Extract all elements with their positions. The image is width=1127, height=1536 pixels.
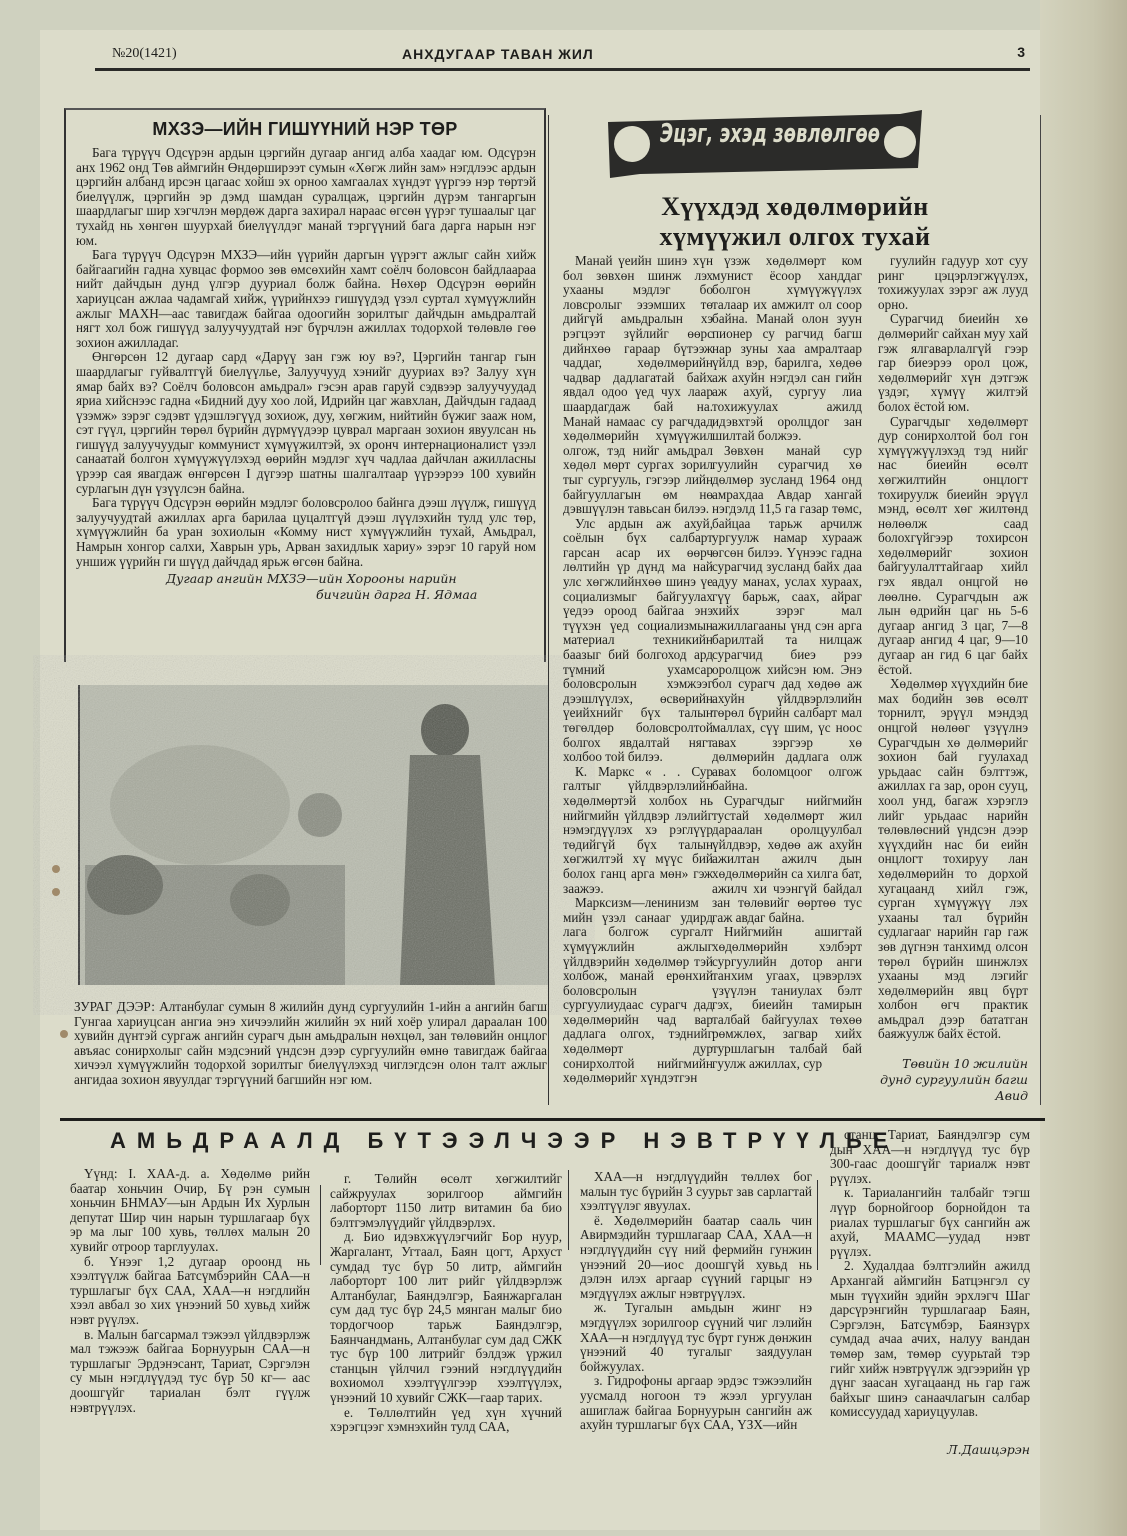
rubric-logo-text: Эцэг, эхэд зөвлөлгөө (660, 119, 880, 149)
paragraph: Марксизм—ленинизм мийн үзэл санааг удирд лага болгож сургалт хүмүүжлийн ажлыг үйлдвэрийн хөдөлмөр тэй холбож, манай ерөнхий боловсролын сургуулиудаас сурагч дад хөдөлмөрийн чад вар дадлага олгох, тэднийг хөдөлмөрт дур сонирхолтой нийгмийн хөдөлмөрийг хүндэтгэн (563, 895, 713, 1086)
title-word: АМЬДРААЛД (110, 1128, 351, 1153)
right-article-signature (878, 1056, 1028, 1104)
page-number: 3 (1017, 44, 1025, 60)
caption-text: ЗУРАГ ДЭЭР: Алтанбулаг сумын 8 жилийн дунд сургуулийн 1-ийн а ангийн багш Гунгаа хариуцсан ангиа энэ хичээлийн жилийн эх ний хоёр улирал дараалан 100 хувийн дүнтэй сургаж ангийн сурагч дын амьдралын нөхцөл, зан төлөвийн онцлог авъяас сонирхолыг сайн мэдсэний үндсэн дээр сургуулийн өмнө тавигдаж байгаа хичээл хүмүүжлийн тодорхой зорилтыг биелүүлэхэд чиглэгдсэн олон талт ажлыг ангидаа зохион явуулдаг тэргүүний багшийн нэг юм. (74, 999, 547, 1087)
column-divider (548, 115, 549, 1105)
bottom-article-column-4 (830, 1128, 1030, 1458)
paragraph: в. Малын багсармал тэжээл үйлдвэрлэж мал тэжээж байгаа Борнуурын САА—н туршлагыг Эрдэнэсант, Тариат, Сэргэлэн су мын нэгдлүүдэд тус бүр 50 кг— аас доошгүйг тариалан бэлт гүүлж нэвтрүүлэх. (70, 1326, 310, 1415)
column-divider (1040, 115, 1041, 1105)
newspaper-title: АНХДУГААР ТАВАН ЖИЛ (402, 46, 594, 62)
binding-hole (52, 888, 60, 896)
paragraph: гуулийн гадуур хот суу ринг цэцэрлэгжүүлэх, тохижуулах зэрэг аж лууд орно. (878, 253, 1028, 312)
masthead (70, 44, 1025, 64)
paragraph: К. Маркс « . . Сур галтыг үйлдвэрлэлийн хөдөлмөртэй холбох нь нийгмийн үйлдвэр лэлийг нэмэгдүүлэх хэ рэглүүр төдийгүй бүх талын хөгжилтэй хү мүүс бий болох ганц арга мөн» гэж заажээ. (563, 763, 713, 896)
paragraph: ж. Тугалын амьдын жинг нэ мэгдүүлэх зорилгоор сүүний чиг лэлийн ХАА—н нэгдлүүд тус бүрт гунж дөнжин үнээний 40 тугалыг заядуулан бойжуулах. (580, 1300, 812, 1374)
bottom-article-title (110, 1128, 899, 1154)
paragraph: к. Тариалангийн талбайг тэгш лүүр борнойгоор борнойдон та риалах туршлагыг бүх сангийн аж ахуй, МААМС—уудад нэвт рүүлэх. (830, 1185, 1030, 1259)
paragraph: Бага түрүүч Одсүрэн ардын цэргийн дугаар ангид алба хаадаг юм. Одсүрэн анх 1962 онд Төв аймгийн Өндөрширээт сумын «Хөгж лийн зам» нэгдлээс ардын цэргийн албанд ирсэн цагаас хойш эх орноо хамгаалах хүндэт үүргээ нэр төртэй биелүүлж, цэргийн эр дэмд шамдан суралцаж, цэргийн дүрэм тангаргын шаардлагыг шир хэгчлэн мөрдөж дарга захирал нараас өгсөн үүрэг тушаалыг цаг тухайд нь хөнгөн шуурхай биелүүлдэг манай тэргүүний бага дарга нарын нэг юм. (76, 145, 536, 248)
paragraph: Сурагчдыг хөдөлмөрт дур сонирхолтой бол гон хүмүүжүүлэхэд тэд нийг нас биеийн өсөлт хөгжилтийн онцлогт тохируулж биеийн эрүүл мэнд, өсөлт хөг жилтөнд нөлөөлж саад болохгүйгээр тохирсон хөдөлмөрийг зохион байгуулалттайгаар хийл гэх явдал онцгой нө лөөлнө. Сурагчдын аж лын өдрийн цаг нь 5-6 дугаар ангид 3 цаг, 7—8 дугаар ангид 4 цаг, 9—10 дугаар ан гид 6 цаг байх ёстой. (878, 413, 1028, 677)
left-article-body (66, 140, 544, 603)
child-face-icon (614, 126, 650, 162)
paragraph: 2. Худалдаа бэлтгэлийн ажилд Архангай аймгийн Батцэнгэл су мын түүхийн эдийн эрхлэгч Шаг дарсүрэнгийн туршлагаар Баян, Сэргэлэн, Батсүмбэр, Баянзүрх сумдад ачаа ачих, налуу вандан төмөр зам, төмөр суурьтай тэр гийг хийж нэвтрүүлж эдгээрийн үр дүнг заасан хугацаанд нь гар гаж байхыг шинэ санаачлагын салбар комиссуудад хариуцуулав. (830, 1258, 1030, 1420)
column-divider (817, 1180, 818, 1270)
paragraph: Манай үеийн шинэ хүн бол зөвхөн шинж лэх ухааны мэдлэг бо ловсролыг эзэмших тө дийгүй амьдралын хэ рэгцээт зүйлийг өөрс дийнхөө гараар бүтээж чаддаг, хөдөлмөрийн чадвар дадлагатай байх явдал одоо үед чух лаар шаардагдаж бай на. Манай намаас су рагчдад хөдөлмөрийн хүмүүжил олгож, тэд нийг амьдрал хөдөл мөрт сургах зорил тыг сургууль, гэгээр лийн байгууллагын өм нө дэвшүүлэн тавьсан билээ. (563, 253, 713, 517)
classroom-photo (78, 685, 548, 985)
elder-face-icon (884, 126, 916, 158)
issue-number: №20(1421) (112, 46, 177, 61)
binding-hole (52, 865, 60, 873)
masthead-rule (95, 68, 1030, 71)
title-word: НЭВТРҮҮЛЬЕ (643, 1128, 899, 1153)
paragraph: Үүнд: I. ХАА-д. а. Хөдөлмө рийн баатар хоньчин Очир, Бү рэн сумын хоньчин БНМАУ—ын Ардын Их Хурлын депутат Шир чин нарын туршлагаар бүх эр ма лыг 100 хувь, төллөх малын 20 хувийг отроор тарглуулах. (70, 1166, 310, 1254)
paragraph: Сурагчдыг нийгмийн тустай хөдөлмөрт жил дараалан оролцуулбал үйлдвэр, хөдөө аж ахуйн ажилтан ажилч дын хөдөлмөрийн са хилга бат, ажилч хи чээнгүй байдал зан төлөвийг өөртөө тус гаж авдаг байна. (712, 792, 862, 925)
left-article (64, 108, 546, 662)
right-article-title (560, 192, 1030, 252)
section-rule (60, 1118, 1045, 1121)
column-divider (568, 1170, 569, 1250)
paragraph: Нийгмийн ашигтай хөдөлмөрийн хэлбэрт сургуулийн дотор анги танхим угаах, цэвэрлэх үзүүлэн таниулах бэлт гэх, биеийн тамирын талбай байгуулах төхөө рөмжлөх, загвар хийх туршлагын талбай бай гуулж ажиллах, сур (712, 924, 862, 1071)
paragraph: е. Төллөлтийн үед хүн хүчний хэрэгцээг хэмнэхийн тулд САА, (330, 1404, 562, 1435)
paragraph: д. Био идэвхжүүлэгчийг Бор нуур, Жаргалант, Угтаал, Баян цогт, Архуст сумдад тус бүр 50 литр, аймгийн лаборторт 100 лит рийг үйлдвэрлэж Алтанбулаг, Баяндэлгэр, Баянжаргалан сум дад тус бүр 24,5 мянган малыг био тордогчоор тарьж Баяндэлгэр, Баянчандмань, Алтанбулаг сум дад СЖК тус бүр 100 литрийг бэлдэж үржил станцын үйлчил гээний нэгдлүүдийн вохиомол хээлтүүлгээр хээлтүүлэх, үнээний 10 хувийг СЖК—гаар тарих. (330, 1229, 562, 1405)
signature-line: дунд сургуулийн багш (880, 1072, 1028, 1088)
paragraph: Хөдөлмөр хүүхдийн бие мах бодийн зөв өсөлт торнилт, эрүүл мэндэд онцгой нөлөөг үзүүлнэ Сурагчдын хө дөлмөрийг зохион бай гуулахад урьдаас сайн бэлттэж, ажиллах га зар, орон сууц, хоол унд, багаж хэрэглэ лийг урьдаас нарийн төлөвлөсний үндсэн дээр хүүхдийн нас би еийн онцлогт тохируу лан хөдөлмөрийн то дорхой хугацаанд хийл гэж, сурган хүмүүжүү лэх ухааны тал бүрийн судлагааг нарийн гар гаж зөв дүгнэн танхимд олсон төрөл бүрийн шинжлэх ухааны мэд лэгийг хөдөлмөрийн явц бүрт холбон өгч практик амьдрал дээр батaтган баяжуулж байх ёстой. (878, 676, 1029, 1042)
paragraph: ХАА—н нэгдлүүдийн төллөх бог малын тус бүрийн 3 суурьт зав сарлагтай хээлтүүлэг явуулах. (580, 1169, 812, 1214)
paragraph: Зөвхөн манай сур гуулийн сурагчид хө дөлмөр зусланд 1964 онд амрахдаа Авдар хангай нэгдэлд 11,5 га газар төмс, байцаа тарьж арчилж ургуулж намар хурааж өгсөн билээ. Үүнээс гадна сурагчид зусланд байх даа адуу манах, услах хураах, гүү барьж, саах, айраг хийх зэрэг мал ажиллагааны үнд сэн арга барилтай та нилцаж сурагчид биеэ рээ оролцож хийсэн юм. Энэ бол сурагч дад хөдөө аж ахуйн үйлдвэрлэлийн төрөл бүрийн салбарт мал маллах, сүү шим, үс ноос авах зэргээр хө дөлмөрийн дадлага олж авах боломцоог олгож байна. (712, 442, 862, 794)
signature-line: Авид (995, 1088, 1028, 1104)
paragraph: Улс ардын аж ахуй, соёлын бүх салбарт гарсан асар их өөрч лөлтийн үр дүнд ма най улс хөгжлийнхөө шинэ үе социализмыг байгуулах үедээ ороод байгаа энэ түүхэн үед социализмын материал техникийн баазыг бий болгоход ард түмний ухамсар боловсролын хэмжээг дээшлүүлэх, өсвөрийн үеийхнийг бүх талын төгөлдөр боловсролтой болгох явдалтай нягт холбоо той билээ. (563, 515, 713, 765)
rubric-logo-art (600, 108, 930, 180)
page-edge (1040, 0, 1127, 1536)
paragraph: станц, Тариат, Баяндэлгэр сум дын ХАА—н нэгдлүүд тус бүр 300-гаас доошгүйг тариалж нэвт рүүлэх. (830, 1127, 1030, 1186)
bottom-article-column-3 (580, 1170, 812, 1433)
bottom-article-column-1 (70, 1167, 310, 1415)
left-article-title: МХЗЭ—ИЙН ГИШҮҮНИЙ НЭР ТӨР (152, 119, 458, 139)
column-divider (320, 1185, 321, 1265)
left-article-signature-line2: бичгийн дарга Н. Ядмаа (316, 587, 478, 603)
paragraph: з. Гидрофоны аргаар эрдэс тэжээлийн уусмалд ногоон тэ жээл ургуулан ашиглаж байгаа Борнуурын сангийн аж ахуйн туршлагыг бүх САА, ҮЗХ—ийн (580, 1373, 812, 1433)
title-word: БҮТЭЭЛЧЭЭР (367, 1128, 627, 1153)
right-article-column-3 (878, 254, 1028, 1104)
bottom-article-column-2 (330, 1172, 562, 1435)
paragraph: Бага түрүүч Одсүрэн өөрийн мэдлэг боловсролоо байнга дээш лүүлж, гишүүд залуучуудтай ажиллах арга барилаа цуцалтгүй дээш лүүлэхийн тулд улс төр, хүмүүжлийн ба уран зохиолын «Комму нист хүмүүжлийн тухай, Амьдрал, Намрын хонгор салхи, Хаврын урь, Арван захидлык хариу» зэрэг 10 гаруй ном уншиж үүрийн ги шүүд дайчдад ярьж өгсөн байна. (76, 495, 536, 569)
title-line: Хүүхдэд хөдөлмөрийн (661, 192, 929, 221)
photo-caption (74, 1000, 547, 1088)
paragraph: Өнгөрсөн 12 дугаар сард «Дарүү зан гэж юу вэ?, Цэргийн тангар гын шаардлагыг гуйвалтгүй биелүүлье, Залуучууд хэнийг дууриах вэ? Залуу хүн ямар байх вэ? Соёлч боловсон амьдрал» гэсэн арав гаруй сэдвээр залуучуудад яриа хийснээс гадна «Бидний дуу хоо лой, Идрийн цаг жавхлан, Дайчдын гадаад үзэмж» зэрэг сэдэвт үдэшлэгүүд зохиож, дуу, хөгжим, нийтийн бүжиг зааж ном, сэт гүүл, цэргийн төрөл бүрийн дүрмүүдээр цуврал маргаан зохион явуулсан нь гишүүд залуучуудыг коммунист хүмүүжилтэй, эх оронч интернационалист үзэл санаатай болгон хүмүүжүүлэхэд өөрийн мэдлэг хүч чадлаа дайчлан ажилласны үрээр сая явагдаж өнгөрсөн I дүгээр шатны шалгалтаар үүрээрээ 100 хувийн сурлагын дүн үзүүлсэн байна. (76, 349, 536, 496)
signature-line: Төвийн 10 жилийн (902, 1056, 1028, 1072)
paragraph: үзэж хөдөлмөрт ком мунист ёсоор ханддаг болгон хүмүүжүүлэх талаар их амжилт ол соор байна. Манай олон зуун пионер су рагчид багш нар зуны хаа амралтаар үйлд вэр, барилга, хөдөө аж ахуйн нэгдэл сан гийн аж ахуй, сургуу лиа тохижуулах ажилд идэвхтэй оролцдог зан шилтай болжээ. (712, 253, 862, 444)
photo-illustration (80, 685, 548, 985)
paragraph: г. Төлийн өсөлт хөгжилтийг сайжруулах зорилгоор аймгийн лаборторт 1150 литр витамин ба био бэлтгэмэлүүдийг үйлдвэрлэх. (330, 1171, 562, 1230)
right-article-column-1 (563, 254, 713, 1086)
bottom-article-signature: Л.Дашцэрэн (947, 1441, 1030, 1457)
binding-hole (60, 1030, 68, 1038)
right-article-column-2 (712, 254, 862, 1071)
paragraph: б. Үнээг 1,2 дугаар ороонд нь хээлтүүлж байгаа Батсүмбэрийн САА—н туршлагыг бүх САА, ХАА—н нэгдлийн хээл авбал зо хих үнээний 50 хувьд хийж нэвт рүүлэх. (70, 1253, 310, 1327)
paragraph: Бага түрүүч Одсүрэн МХЗЭ—ийн үүрийн даргын үүрэгт ажлыг сайн хийж байгаагийн гадна хувцас формоо зөв өмсөхийн хамт соёлч боловсон байдлаараа нийт дайчдын дунд үлгэр дууриал болж байна. Нөхөр Одсүрэн өөрийн хариуцсан ажлаа чадамгай хийж, үүрийнхээ гишүүдэд үзэл суртал хүмүүжлийн ажлыг МАХН—аас тавигдаж байгаа одоогийн зорилтыг дайчдын амьдралтай нягт хол бож гишүүд залуучуудтай нэг бүрчлэн ажиллах тодорхой төлөвлө гөө зохион ажилладаг. (76, 247, 536, 350)
left-article-signature-line1: Дугаар ангийн МХЗЭ—ийн Хорооны нарийн (166, 571, 457, 587)
title-line: хүмүүжил олгох тухай (659, 222, 931, 251)
paragraph: ё. Хөдөлмөрийн баатар сааль чин Авирмэдийн туршлагаар САА, ХАА—н нэгдлүүдийн сүү ний фермийн гунжин үнээний 20—иос доошгүй хувьд нь дэлэн илэх аргаар сүүний гарцыг нэ мэгдүүлэх ажлыг нэвтрүүлэх. (580, 1212, 812, 1301)
rubric-logo (600, 108, 930, 178)
paragraph: Сурагчид биеийн хө дөлмөрийг сайхан муу хай гэж ялгаварлалгүй гээр гар биеэрээ орол цож, хөдөлмөрийг хүн дэтгэж үздэг, хүмүү жилтэй болох ёстой юм. (878, 311, 1028, 414)
